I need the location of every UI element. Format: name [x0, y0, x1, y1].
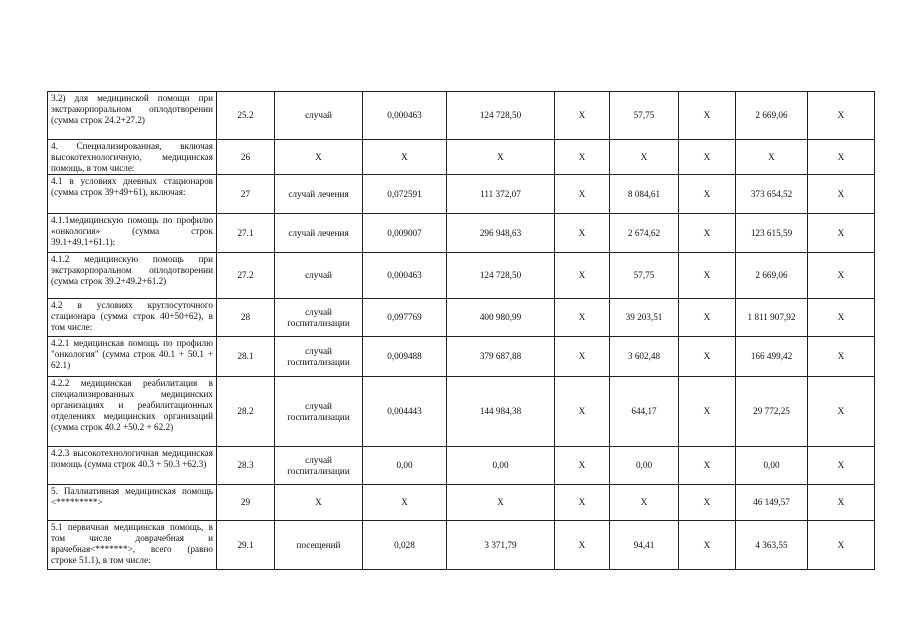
volume-norm-cell: 0,000463 — [363, 253, 447, 299]
financing-table — [47, 91, 875, 570]
table-row — [48, 485, 875, 521]
table-body — [48, 92, 875, 570]
unit-cell: X — [275, 140, 363, 175]
cost-norm-cell: 296 948,63 — [447, 214, 555, 253]
per-capita-budget-cell: X — [555, 140, 610, 175]
row-number-cell: 26 — [217, 140, 275, 175]
cost-norm-cell: 124 728,50 — [447, 253, 555, 299]
per-capita-oms-cell: 94,41 — [610, 521, 679, 570]
volume-norm-cell: 0,097769 — [363, 299, 447, 337]
per-capita-oms-cell: X — [610, 140, 679, 175]
per-capita-budget-cell: X — [555, 447, 610, 485]
per-capita-budget-cell: X — [555, 299, 610, 337]
table-row — [48, 214, 875, 253]
percent-cell: X — [808, 447, 875, 485]
per-capita-budget-cell: X — [555, 377, 610, 447]
total-budget-cell: X — [679, 175, 736, 214]
percent-cell: X — [808, 140, 875, 175]
row-number-cell: 27 — [217, 175, 275, 214]
per-capita-budget-cell: X — [555, 92, 610, 140]
total-oms-cell: 0,00 — [736, 447, 808, 485]
unit-cell: случай госпитализации — [275, 377, 363, 447]
total-oms-cell: 2 669,06 — [736, 253, 808, 299]
row-number-cell: 28.1 — [217, 337, 275, 377]
total-budget-cell: X — [679, 92, 736, 140]
row-name-cell: 4. Специализированная, включая высокотехнологичную, медицинская помощь, в том числе: — [48, 140, 217, 175]
volume-norm-cell: 0,072591 — [363, 175, 447, 214]
volume-norm-cell: 0,000463 — [363, 92, 447, 140]
total-budget-cell: X — [679, 521, 736, 570]
total-oms-cell: 166 499,42 — [736, 337, 808, 377]
row-name-cell: 5.1 первичная медицинская помощь, в том числе доврачебная и врачебная<*******>, всего (равно строке 51.1), в том числе: — [48, 521, 217, 570]
total-oms-cell: 46 149,57 — [736, 485, 808, 521]
volume-norm-cell: 0,00 — [363, 447, 447, 485]
per-capita-oms-cell: 0,00 — [610, 447, 679, 485]
percent-cell: X — [808, 337, 875, 377]
volume-norm-cell: 0,004443 — [363, 377, 447, 447]
row-number-cell: 28 — [217, 299, 275, 337]
unit-cell: случай — [275, 253, 363, 299]
unit-cell: случай госпитализации — [275, 447, 363, 485]
cost-norm-cell: 379 687,88 — [447, 337, 555, 377]
total-budget-cell: X — [679, 377, 736, 447]
per-capita-oms-cell: 8 084,61 — [610, 175, 679, 214]
volume-norm-cell: X — [363, 140, 447, 175]
row-name-cell: 4.2.1 медицинская помощь по профилю "онкология" (сумма строк 40.1 + 50.1 + 62.1) — [48, 337, 217, 377]
percent-cell: X — [808, 377, 875, 447]
unit-cell: случай госпитализации — [275, 337, 363, 377]
unit-cell: случай лечения — [275, 175, 363, 214]
table-row — [48, 447, 875, 485]
table-row — [48, 92, 875, 140]
row-number-cell: 29 — [217, 485, 275, 521]
unit-cell: случай — [275, 92, 363, 140]
percent-cell: X — [808, 253, 875, 299]
cost-norm-cell: X — [447, 485, 555, 521]
total-budget-cell: X — [679, 485, 736, 521]
row-number-cell: 27.2 — [217, 253, 275, 299]
cost-norm-cell: X — [447, 140, 555, 175]
total-budget-cell: X — [679, 447, 736, 485]
per-capita-oms-cell: 644,17 — [610, 377, 679, 447]
volume-norm-cell: 0,009488 — [363, 337, 447, 377]
total-budget-cell: X — [679, 299, 736, 337]
row-number-cell: 27.1 — [217, 214, 275, 253]
cost-norm-cell: 111 372,07 — [447, 175, 555, 214]
row-number-cell: 28.2 — [217, 377, 275, 447]
per-capita-budget-cell: X — [555, 214, 610, 253]
per-capita-oms-cell: 57,75 — [610, 253, 679, 299]
per-capita-oms-cell: X — [610, 485, 679, 521]
total-oms-cell: 4 363,55 — [736, 521, 808, 570]
cost-norm-cell: 144 984,38 — [447, 377, 555, 447]
row-name-cell: 5. Паллиативная медицинская помощь <*********> — [48, 485, 217, 521]
row-number-cell: 25.2 — [217, 92, 275, 140]
total-oms-cell: 2 669,06 — [736, 92, 808, 140]
table-row — [48, 140, 875, 175]
row-name-cell: 4.1 в условиях дневных стационаров (сумма строк 39+49+61), включая: — [48, 175, 217, 214]
table-row — [48, 253, 875, 299]
per-capita-oms-cell: 39 203,51 — [610, 299, 679, 337]
total-oms-cell: 123 615,59 — [736, 214, 808, 253]
total-budget-cell: X — [679, 214, 736, 253]
volume-norm-cell: 0,009007 — [363, 214, 447, 253]
volume-norm-cell: X — [363, 485, 447, 521]
per-capita-budget-cell: X — [555, 485, 610, 521]
percent-cell: X — [808, 299, 875, 337]
per-capita-budget-cell: X — [555, 521, 610, 570]
unit-cell: X — [275, 485, 363, 521]
table-row — [48, 337, 875, 377]
total-oms-cell: X — [736, 140, 808, 175]
per-capita-oms-cell: 2 674,62 — [610, 214, 679, 253]
cost-norm-cell: 3 371,79 — [447, 521, 555, 570]
table-row — [48, 521, 875, 570]
total-budget-cell: X — [679, 253, 736, 299]
volume-norm-cell: 0,028 — [363, 521, 447, 570]
total-oms-cell: 373 654,52 — [736, 175, 808, 214]
per-capita-budget-cell: X — [555, 175, 610, 214]
row-name-cell: 3.2) для медицинской помощи при экстракорпоральном оплодотворении (сумма строк 24.2+27.2) — [48, 92, 217, 140]
cost-norm-cell: 124 728,50 — [447, 92, 555, 140]
table-row — [48, 175, 875, 214]
row-name-cell: 4.2 в условиях круглосуточного стационара (сумма строк 40+50+62), в том числе: — [48, 299, 217, 337]
table-row — [48, 377, 875, 447]
percent-cell: X — [808, 521, 875, 570]
cost-norm-cell: 400 980,99 — [447, 299, 555, 337]
unit-cell: случай госпитализации — [275, 299, 363, 337]
per-capita-budget-cell: X — [555, 337, 610, 377]
row-number-cell: 28.3 — [217, 447, 275, 485]
row-name-cell: 4.1.1медицинскую помощь по профилю «онкология» (сумма строк 39.1+49.1+61.1): — [48, 214, 217, 253]
total-oms-cell: 1 811 907,92 — [736, 299, 808, 337]
total-budget-cell: X — [679, 140, 736, 175]
percent-cell: X — [808, 175, 875, 214]
row-name-cell: 4.2.3 высокотехнологичная медицинская помощь (сумма строк 40.3 + 50.3 +62.3) — [48, 447, 217, 485]
per-capita-oms-cell: 57,75 — [610, 92, 679, 140]
table-row — [48, 299, 875, 337]
total-oms-cell: 29 772,25 — [736, 377, 808, 447]
per-capita-budget-cell: X — [555, 253, 610, 299]
percent-cell: X — [808, 214, 875, 253]
unit-cell: посещений — [275, 521, 363, 570]
row-name-cell: 4.1.2 медицинскую помощь при экстракорпоральном оплодотворении (сумма строк 39.2+49.2+61.2) — [48, 253, 217, 299]
percent-cell: X — [808, 92, 875, 140]
row-name-cell: 4.2.2 медицинская реабилитация в специализированных медицинских организациях и реабилитационных отделениях медицинских организаций (сумма строк 40.2 +50.2 + 62.2) — [48, 377, 217, 447]
total-budget-cell: X — [679, 337, 736, 377]
percent-cell: X — [808, 485, 875, 521]
cost-norm-cell: 0,00 — [447, 447, 555, 485]
row-number-cell: 29.1 — [217, 521, 275, 570]
per-capita-oms-cell: 3 602,48 — [610, 337, 679, 377]
unit-cell: случай лечения — [275, 214, 363, 253]
